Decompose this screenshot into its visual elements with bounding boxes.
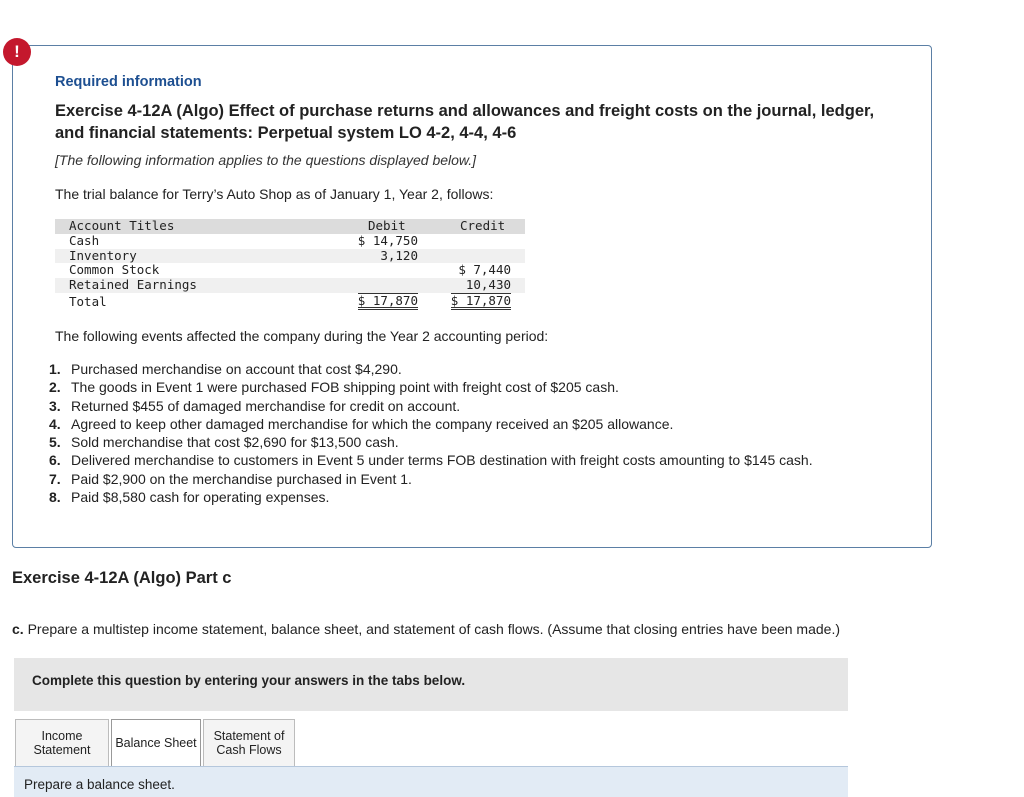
event-text: Paid $2,900 on the merchandise purchased in Event 1. xyxy=(71,470,412,487)
total-credit: $ 17,870 xyxy=(450,292,511,308)
debit-value: 3,120 xyxy=(380,247,418,263)
debit-value: $ 14,750 xyxy=(357,232,418,248)
table-row xyxy=(55,278,525,293)
trial-balance-table xyxy=(55,219,525,310)
tab-label-line1: Income xyxy=(41,729,83,743)
table-row xyxy=(55,249,525,264)
part-title: Exercise 4-12A (Algo) Part c xyxy=(12,569,232,587)
list-item xyxy=(49,397,813,415)
event-number: 3. xyxy=(49,397,61,414)
event-text: Sold merchandise that cost $2,690 for $13,500 cash. xyxy=(71,434,399,451)
list-item xyxy=(49,433,813,451)
event-text: Purchased merchandise on account that cost $4,290. xyxy=(71,361,402,377)
list-item xyxy=(49,378,813,396)
complete-question-text: Complete this question by entering your answers in the tabs below. xyxy=(32,673,466,688)
panel-prompt: Prepare a balance sheet. xyxy=(24,777,175,792)
list-item xyxy=(49,415,813,433)
tab-label-line1: Statement of xyxy=(213,729,285,743)
event-number: 7. xyxy=(49,470,61,487)
table-row xyxy=(55,263,525,278)
instruction-letter: c. xyxy=(12,621,24,637)
event-text: Returned $455 of damaged merchandise for credit on account. xyxy=(71,397,461,414)
list-item xyxy=(49,488,813,506)
tab-statement-of-cash-flows[interactable] xyxy=(203,719,295,767)
trial-balance-intro: The trial balance for Terry’s Auto Shop as of January 1, Year 2, follows: xyxy=(55,186,494,202)
tab-label-line1: Balance Sheet xyxy=(115,736,197,750)
complete-question-banner xyxy=(14,658,848,711)
tab-balance-sheet[interactable] xyxy=(111,719,201,767)
list-item xyxy=(49,470,813,488)
total-label: Total xyxy=(69,293,107,309)
header-credit: Credit xyxy=(460,218,506,233)
total-debit: $ 17,870 xyxy=(357,292,418,308)
event-text: Paid $8,580 cash for operating expenses. xyxy=(71,489,330,506)
event-text: Delivered merchandise to customers in Event 5 under terms FOB destination with freight costs amounting to $145 cash. xyxy=(71,452,813,469)
balance-sheet-panel xyxy=(14,766,848,797)
table-row xyxy=(55,234,525,249)
event-number: 1. xyxy=(49,361,61,377)
statement-tabs xyxy=(15,719,297,767)
list-item xyxy=(49,451,813,469)
required-information-label: Required information xyxy=(55,74,202,90)
events-intro: The following events affected the company during the Year 2 accounting period: xyxy=(55,328,549,344)
applies-note: [The following information applies to the questions displayed below.] xyxy=(55,152,477,168)
event-number: 5. xyxy=(49,434,61,451)
event-number: 2. xyxy=(49,379,61,396)
header-debit: Debit xyxy=(368,218,406,233)
header-account-titles: Account Titles xyxy=(69,218,175,233)
account-title: Retained Earnings xyxy=(69,277,197,293)
tab-label-line2: Statement xyxy=(33,743,91,757)
alert-icon: ! xyxy=(3,38,31,66)
instruction-text: Prepare a multistep income statement, balance sheet, and statement of cash flows. (Assume that closing entries have been made.) xyxy=(27,621,841,637)
credit-value: 10,430 xyxy=(465,277,511,293)
list-item xyxy=(49,360,813,378)
event-number: 4. xyxy=(49,415,61,432)
trial-balance-header xyxy=(55,219,525,234)
credit-value: $ 7,440 xyxy=(458,262,511,278)
events-list xyxy=(49,360,813,506)
event-number: 8. xyxy=(49,489,61,506)
account-title: Common Stock xyxy=(69,262,160,278)
required-information-box xyxy=(12,45,932,548)
account-title: Cash xyxy=(69,232,100,248)
tab-label-line2: Cash Flows xyxy=(216,743,282,757)
event-text: The goods in Event 1 were purchased FOB shipping point with freight cost of $205 cash. xyxy=(71,379,619,396)
account-title: Inventory xyxy=(69,247,137,263)
tab-income-statement[interactable] xyxy=(15,719,109,767)
exercise-title: Exercise 4-12A (Algo) Effect of purchase returns and allowances and freight costs on the journal, ledger, and financial statements: Perpetual system LO 4-2, 4-4, 4-6 xyxy=(55,102,875,142)
event-text: Agreed to keep other damaged merchandise for which the company received an $205 allowance. xyxy=(71,415,674,432)
part-instruction xyxy=(12,621,840,637)
trial-balance-total-row xyxy=(55,293,525,310)
event-number: 6. xyxy=(49,452,61,469)
